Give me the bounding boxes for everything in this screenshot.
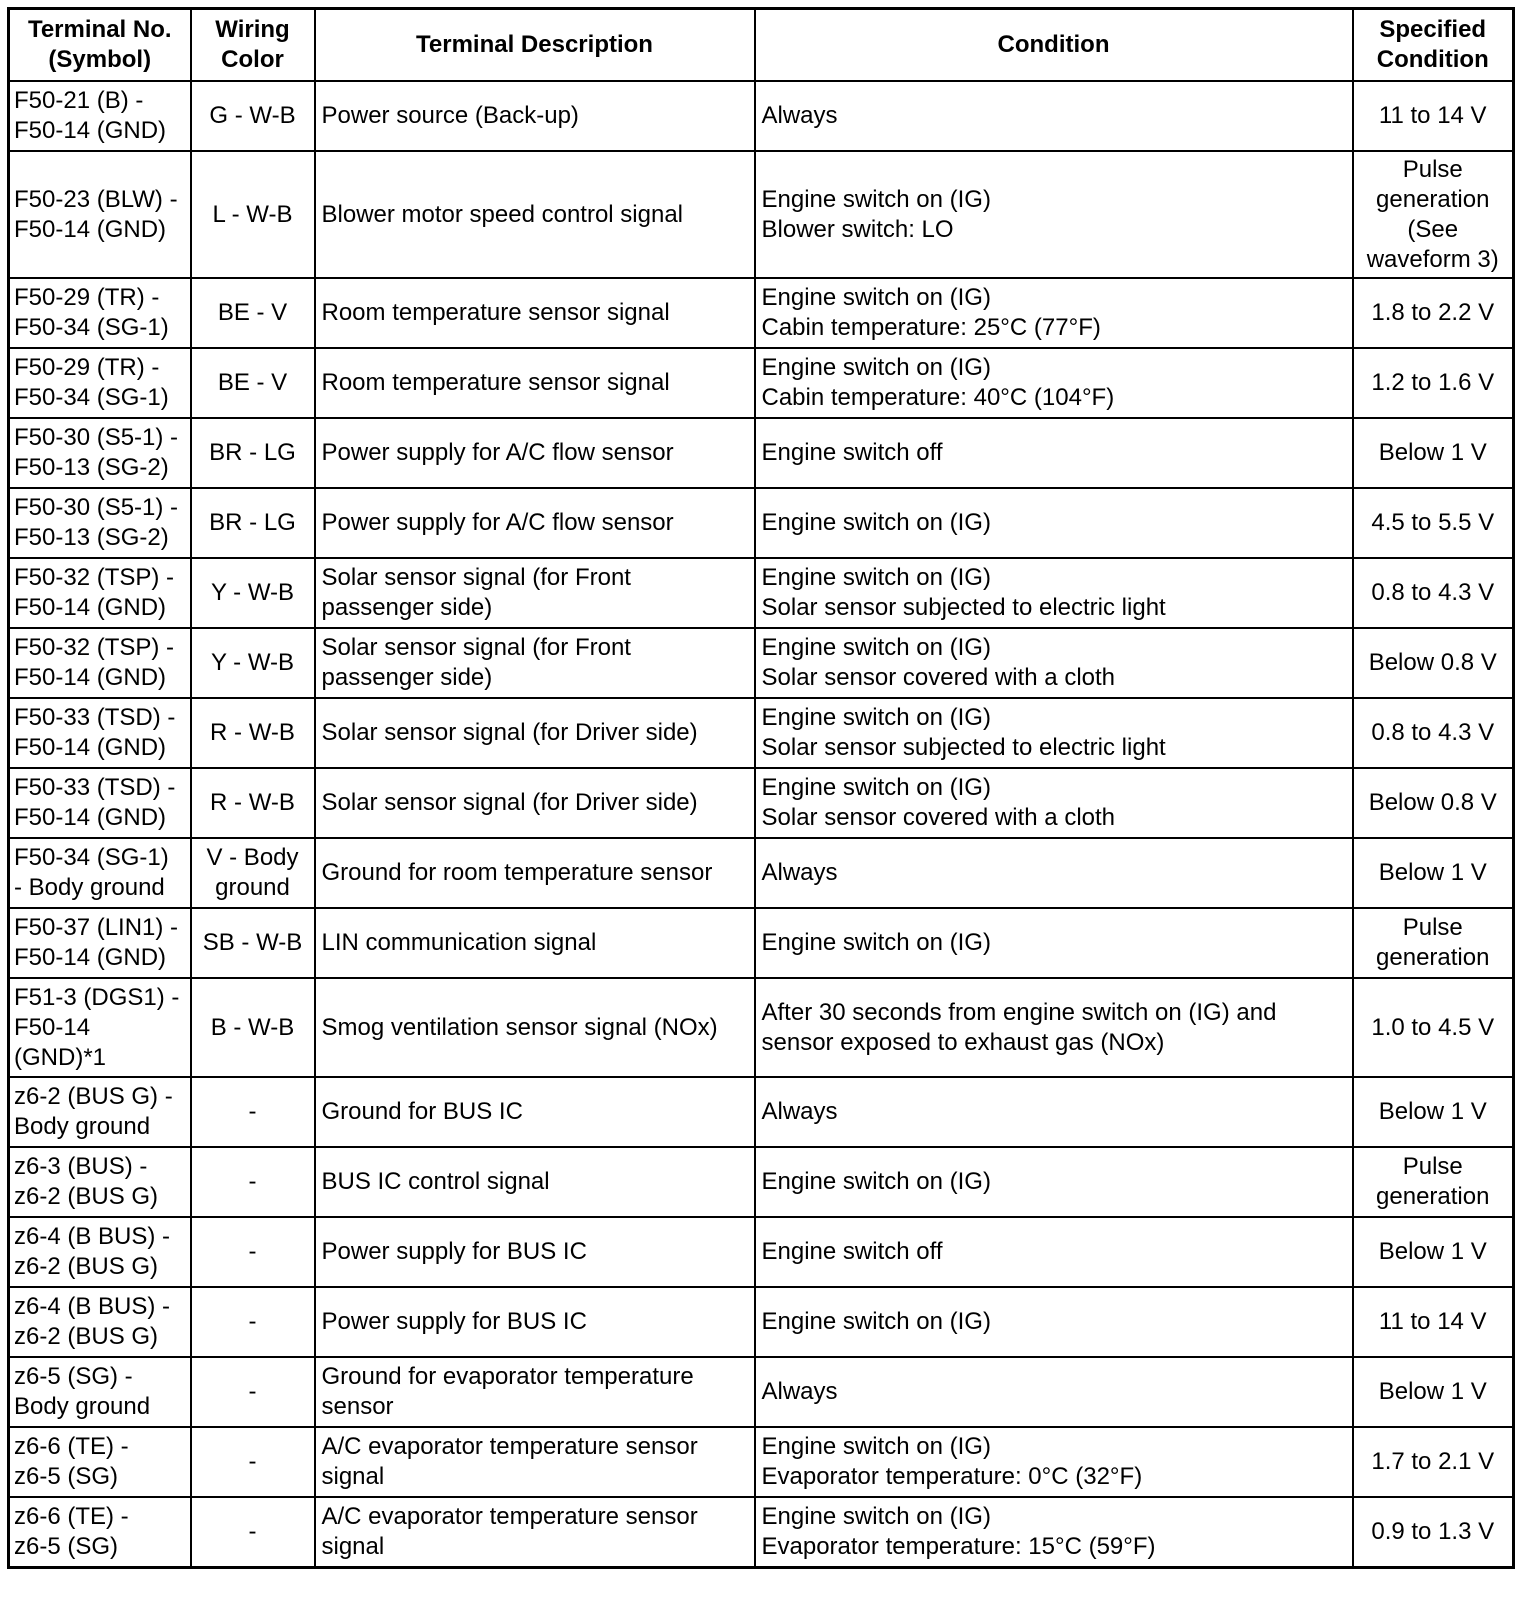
wiring-color-cell: BE - V bbox=[191, 278, 315, 348]
terminal-cell: F50-30 (S5-1) - F50-13 (SG-2) bbox=[9, 418, 191, 488]
wiring-color-cell: - bbox=[191, 1427, 315, 1497]
table-row bbox=[9, 558, 1514, 628]
table-row bbox=[9, 838, 1514, 908]
specified-condition-cell: Pulse generation bbox=[1353, 908, 1514, 978]
terminal-cell: z6-6 (TE) - z6-5 (SG) bbox=[9, 1497, 191, 1567]
specified-condition-cell: 11 to 14 V bbox=[1353, 1287, 1514, 1357]
condition-cell: Always bbox=[755, 1077, 1353, 1147]
condition-cell: Engine switch on (IG) bbox=[755, 908, 1353, 978]
specified-condition-cell: Below 1 V bbox=[1353, 1217, 1514, 1287]
terminal-cell: F50-32 (TSP) - F50-14 (GND) bbox=[9, 558, 191, 628]
terminal-cell: F50-37 (LIN1) - F50-14 (GND) bbox=[9, 908, 191, 978]
specified-condition-cell: Below 0.8 V bbox=[1353, 628, 1514, 698]
terminal-description-cell: Power supply for A/C flow sensor bbox=[315, 418, 755, 488]
table-row bbox=[9, 1217, 1514, 1287]
wiring-color-cell: Y - W-B bbox=[191, 558, 315, 628]
wiring-color-cell: - bbox=[191, 1357, 315, 1427]
terminal-cell: F50-23 (BLW) - F50-14 (GND) bbox=[9, 151, 191, 278]
condition-cell: Engine switch on (IG) Cabin temperature: 25°C (77°F) bbox=[755, 278, 1353, 348]
terminal-description-cell: Solar sensor signal (for Driver side) bbox=[315, 698, 755, 768]
terminal-cell: F50-33 (TSD) - F50-14 (GND) bbox=[9, 768, 191, 838]
wiring-color-cell: - bbox=[191, 1287, 315, 1357]
table-row bbox=[9, 488, 1514, 558]
table-row bbox=[9, 768, 1514, 838]
terminal-spec-table bbox=[7, 7, 1515, 1569]
condition-cell: Engine switch on (IG) Solar sensor subjected to electric light bbox=[755, 698, 1353, 768]
specified-condition-cell: Below 0.8 V bbox=[1353, 768, 1514, 838]
wiring-color-cell: SB - W-B bbox=[191, 908, 315, 978]
terminal-cell: F50-29 (TR) - F50-34 (SG-1) bbox=[9, 348, 191, 418]
terminal-cell: z6-6 (TE) - z6-5 (SG) bbox=[9, 1427, 191, 1497]
terminal-cell: F50-21 (B) - F50-14 (GND) bbox=[9, 81, 191, 151]
condition-cell: Engine switch on (IG) Evaporator temperature: 0°C (32°F) bbox=[755, 1427, 1353, 1497]
condition-cell: Engine switch on (IG) Solar sensor subjected to electric light bbox=[755, 558, 1353, 628]
table-row bbox=[9, 1357, 1514, 1427]
table-row bbox=[9, 418, 1514, 488]
condition-cell: Engine switch off bbox=[755, 1217, 1353, 1287]
header-terminal-description: Terminal Description bbox=[315, 9, 755, 82]
wiring-color-cell: BE - V bbox=[191, 348, 315, 418]
wiring-color-cell: R - W-B bbox=[191, 698, 315, 768]
wiring-color-cell: - bbox=[191, 1497, 315, 1567]
terminal-description-cell: A/C evaporator temperature sensor signal bbox=[315, 1427, 755, 1497]
table-body bbox=[9, 81, 1514, 1567]
table-row bbox=[9, 978, 1514, 1077]
wiring-color-cell: BR - LG bbox=[191, 488, 315, 558]
table-row bbox=[9, 1497, 1514, 1567]
table-row bbox=[9, 1147, 1514, 1217]
condition-cell: Always bbox=[755, 838, 1353, 908]
terminal-description-cell: Power supply for BUS IC bbox=[315, 1287, 755, 1357]
table-row bbox=[9, 151, 1514, 278]
terminal-description-cell: Ground for evaporator temperature sensor bbox=[315, 1357, 755, 1427]
wiring-color-cell: - bbox=[191, 1217, 315, 1287]
table-row bbox=[9, 698, 1514, 768]
condition-cell: Engine switch on (IG) Solar sensor covered with a cloth bbox=[755, 628, 1353, 698]
specified-condition-cell: 11 to 14 V bbox=[1353, 81, 1514, 151]
table-row bbox=[9, 81, 1514, 151]
terminal-cell: z6-4 (B BUS) - z6-2 (BUS G) bbox=[9, 1287, 191, 1357]
specified-condition-cell: 1.2 to 1.6 V bbox=[1353, 348, 1514, 418]
specified-condition-cell: Below 1 V bbox=[1353, 1357, 1514, 1427]
specified-condition-cell: Pulse generation (See waveform 3) bbox=[1353, 151, 1514, 278]
condition-cell: Engine switch on (IG) bbox=[755, 488, 1353, 558]
condition-cell: Always bbox=[755, 81, 1353, 151]
header-terminal: Terminal No. (Symbol) bbox=[9, 9, 191, 82]
terminal-cell: z6-5 (SG) - Body ground bbox=[9, 1357, 191, 1427]
condition-cell: Engine switch off bbox=[755, 418, 1353, 488]
terminal-description-cell: BUS IC control signal bbox=[315, 1147, 755, 1217]
terminal-cell: F50-29 (TR) - F50-34 (SG-1) bbox=[9, 278, 191, 348]
terminal-description-cell: Power supply for A/C flow sensor bbox=[315, 488, 755, 558]
table-row bbox=[9, 1287, 1514, 1357]
table-row bbox=[9, 908, 1514, 978]
wiring-color-cell: - bbox=[191, 1147, 315, 1217]
terminal-description-cell: Room temperature sensor signal bbox=[315, 348, 755, 418]
header-wiring-color: Wiring Color bbox=[191, 9, 315, 82]
terminal-description-cell: Power supply for BUS IC bbox=[315, 1217, 755, 1287]
table-row bbox=[9, 628, 1514, 698]
table-row bbox=[9, 278, 1514, 348]
specified-condition-cell: 1.0 to 4.5 V bbox=[1353, 978, 1514, 1077]
terminal-cell: F50-34 (SG-1) - Body ground bbox=[9, 838, 191, 908]
terminal-description-cell: Solar sensor signal (for Front passenger side) bbox=[315, 628, 755, 698]
table-row bbox=[9, 348, 1514, 418]
specified-condition-cell: 0.8 to 4.3 V bbox=[1353, 698, 1514, 768]
specified-condition-cell: Below 1 V bbox=[1353, 418, 1514, 488]
wiring-color-cell: BR - LG bbox=[191, 418, 315, 488]
wiring-color-cell: Y - W-B bbox=[191, 628, 315, 698]
terminal-description-cell: Smog ventilation sensor signal (NOx) bbox=[315, 978, 755, 1077]
specified-condition-cell: Below 1 V bbox=[1353, 838, 1514, 908]
wiring-color-cell: R - W-B bbox=[191, 768, 315, 838]
condition-cell: Engine switch on (IG) bbox=[755, 1287, 1353, 1357]
table-row bbox=[9, 1077, 1514, 1147]
terminal-description-cell: Power source (Back-up) bbox=[315, 81, 755, 151]
condition-cell: Engine switch on (IG) Solar sensor covered with a cloth bbox=[755, 768, 1353, 838]
specified-condition-cell: Pulse generation bbox=[1353, 1147, 1514, 1217]
header-row bbox=[9, 9, 1514, 82]
wiring-color-cell: G - W-B bbox=[191, 81, 315, 151]
condition-cell: Engine switch on (IG) Blower switch: LO bbox=[755, 151, 1353, 278]
condition-cell: Engine switch on (IG) Cabin temperature: 40°C (104°F) bbox=[755, 348, 1353, 418]
header-condition: Condition bbox=[755, 9, 1353, 82]
terminal-cell: F50-33 (TSD) - F50-14 (GND) bbox=[9, 698, 191, 768]
specified-condition-cell: Below 1 V bbox=[1353, 1077, 1514, 1147]
terminal-cell: z6-4 (B BUS) - z6-2 (BUS G) bbox=[9, 1217, 191, 1287]
header-specified-condition: Specified Condition bbox=[1353, 9, 1514, 82]
table-row bbox=[9, 1427, 1514, 1497]
terminal-cell: z6-2 (BUS G) - Body ground bbox=[9, 1077, 191, 1147]
wiring-color-cell: - bbox=[191, 1077, 315, 1147]
wiring-color-cell: V - Body ground bbox=[191, 838, 315, 908]
condition-cell: Always bbox=[755, 1357, 1353, 1427]
terminal-description-cell: A/C evaporator temperature sensor signal bbox=[315, 1497, 755, 1567]
condition-cell: Engine switch on (IG) bbox=[755, 1147, 1353, 1217]
specified-condition-cell: 0.8 to 4.3 V bbox=[1353, 558, 1514, 628]
terminal-description-cell: Room temperature sensor signal bbox=[315, 278, 755, 348]
terminal-description-cell: Blower motor speed control signal bbox=[315, 151, 755, 278]
terminal-description-cell: LIN communication signal bbox=[315, 908, 755, 978]
terminal-description-cell: Solar sensor signal (for Driver side) bbox=[315, 768, 755, 838]
terminal-description-cell: Ground for BUS IC bbox=[315, 1077, 755, 1147]
condition-cell: After 30 seconds from engine switch on (IG) and sensor exposed to exhaust gas (NOx) bbox=[755, 978, 1353, 1077]
terminal-cell: F50-30 (S5-1) - F50-13 (SG-2) bbox=[9, 488, 191, 558]
specified-condition-cell: 1.8 to 2.2 V bbox=[1353, 278, 1514, 348]
condition-cell: Engine switch on (IG) Evaporator temperature: 15°C (59°F) bbox=[755, 1497, 1353, 1567]
wiring-color-cell: L - W-B bbox=[191, 151, 315, 278]
specified-condition-cell: 4.5 to 5.5 V bbox=[1353, 488, 1514, 558]
terminal-cell: z6-3 (BUS) - z6-2 (BUS G) bbox=[9, 1147, 191, 1217]
wiring-color-cell: B - W-B bbox=[191, 978, 315, 1077]
terminal-cell: F51-3 (DGS1) - F50-14 (GND)*1 bbox=[9, 978, 191, 1077]
specified-condition-cell: 1.7 to 2.1 V bbox=[1353, 1427, 1514, 1497]
terminal-cell: F50-32 (TSP) - F50-14 (GND) bbox=[9, 628, 191, 698]
terminal-description-cell: Ground for room temperature sensor bbox=[315, 838, 755, 908]
specified-condition-cell: 0.9 to 1.3 V bbox=[1353, 1497, 1514, 1567]
terminal-description-cell: Solar sensor signal (for Front passenger side) bbox=[315, 558, 755, 628]
